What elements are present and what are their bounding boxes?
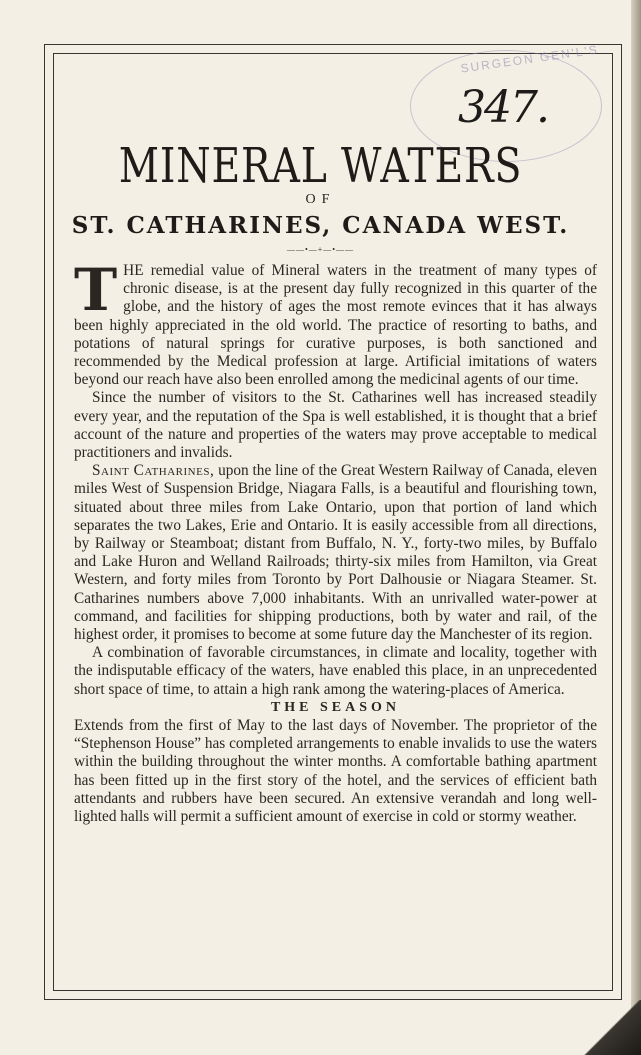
drop-cap: T <box>74 256 118 324</box>
paragraph-3 <box>74 462 597 644</box>
document-body <box>74 256 597 826</box>
paragraph-5: Extends from the first of May to the last days of November. The proprietor of the “Stephenson House” has completed arrangements to enable invalids to use the waters within the building throughout the winter months. A comfortable bathing apartment has been fitted up in the first story of the hotel, and the services of efficient bath attendants and rubbers have been secured. An extensive verandah and long well-lighted halls will permit a sufficient amount of exercise in cold or stormy weather. <box>74 717 597 826</box>
paragraph-1 <box>74 256 597 389</box>
handwritten-number: 347. <box>458 82 548 133</box>
page-corner <box>581 1000 641 1055</box>
page-edge <box>631 0 641 1055</box>
page-title: MINERAL WATERS <box>118 138 523 194</box>
paragraph-1-text: HE remedial value of Mineral waters in the treatment of many types of chronic disease, is at the present day fully recognized in this quarter of the globe, and the history of ages the most remote evinces that it has always been highly appreciated in the old world. The practice of resorting to baths, and potations of natural springs for curative purposes, is both sanctioned and recommended by the Medical profession at large. Artificial imitations of waters beyond our reach have also been enrolled among the medicinal agents of our time. <box>74 262 597 389</box>
ornament-divider: ——•—+—•—— <box>286 245 355 254</box>
paragraph-2: Since the number of visitors to the St. Catharines well has increased steadily every year, and the reputation of the Spa is well established, it is thought that a brief account of the nature and properties of the waters may prove acceptable to medical practitioners and invalids. <box>74 389 597 462</box>
title-connector: OF <box>305 192 336 207</box>
page-subtitle: ST. CATHARINES, CANADA WEST. <box>71 212 570 239</box>
paragraph-3-lead: Saint Catharines, <box>92 462 215 480</box>
paragraph-3-text: upon the line of the Great Western Railway of Canada, eleven miles West of Suspension Bridge, Niagara Falls, is a beautiful and flourishing town, situated about three miles from Lake Ontario, upon that portion of land which separates the two Lakes, Erie and Ontario. It is easily accessible from all directions, by Railway or Steamboat; distant from Buffalo, N. Y., forty-two miles, by Buffalo and Lake Huron and Welland Railroads; thirty-six miles from Hamilton, via Great Western, and forty miles from Toronto by Port Dalhousie or Niagara Steamer. St. Catharines numbers above 7,000 inhabitants. With an unrivalled water-power at command, and facilities for shipping productions, both by water and rail, of the highest order, it promises to become at some future day the Manchester of its region. <box>74 462 597 644</box>
section-heading: THE SEASON <box>270 699 401 715</box>
stamp-text: SURGEON GEN'L'S <box>459 42 600 76</box>
paragraph-4: A combination of favorable circumstances, in climate and locality, together with the indisputable efficacy of the waters, have enabled this place, in an unprecedented short space of time, to attain a high rank among the watering-places of America. <box>74 644 597 698</box>
